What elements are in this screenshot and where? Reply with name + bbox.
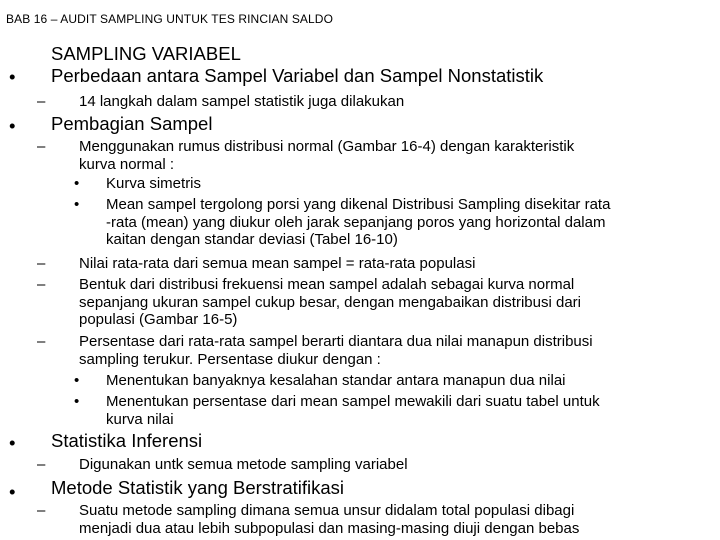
text-line: Suatu metode sampling dimana semua unsur didalam total populasi dibagi: [79, 502, 575, 519]
title-line: SAMPLING VARIABEL: [51, 43, 241, 64]
sub-item: [79, 276, 581, 329]
text-line: Persentase dari rata-rata sampel berarti diantara dua nilai manapun distribusi: [79, 333, 593, 350]
text-line: menjadi dua atau lebih subpopulasi dan masing-masing diuji dengan bebas: [79, 519, 580, 537]
section-title-statistika-inferensi: Statistika Inferensi: [51, 430, 203, 451]
text-line: populasi (Gambar 16-5): [79, 311, 238, 328]
title-line: Perbedaan antara Sampel Variabel dan Sampel Nonstatistik: [51, 65, 544, 86]
dash-bullet: –: [37, 502, 46, 519]
sub-sub-item: Menentukan banyaknya kesalahan standar antara manapun dua nilai: [106, 372, 566, 389]
dot-bullet: •: [74, 393, 80, 410]
dot-bullet: •: [74, 196, 80, 213]
text-line: kurva nilai: [106, 410, 174, 428]
text-line: Bentuk dari distribusi frekuensi mean sampel adalah sebagai kurva normal: [79, 276, 575, 293]
dot-bullet: •: [74, 372, 80, 389]
dot-bullet: •: [74, 175, 80, 192]
dash-bullet: –: [37, 93, 46, 110]
text-line: kurva normal :: [79, 155, 175, 173]
sub-item: Nilai rata-rata dari semua mean sampel = rata-rata populasi: [79, 255, 476, 272]
section-title-pembagian-sampel: Pembagian Sampel: [51, 113, 213, 134]
sub-sub-item: [106, 393, 600, 428]
text-line: Menggunakan rumus distribusi normal (Gambar 16-4) dengan karakteristik: [79, 138, 575, 155]
bullet: •: [9, 66, 16, 87]
sub-item: [79, 138, 574, 173]
sub-item: [79, 333, 593, 368]
sub-item: Digunakan untk semua metode sampling variabel: [79, 456, 408, 473]
dash-bullet: –: [37, 456, 46, 473]
bullet: •: [9, 115, 16, 136]
dash-bullet: –: [37, 138, 46, 155]
sub-sub-item: [106, 196, 610, 249]
bullet: •: [9, 481, 16, 502]
text-line: Mean sampel tergolong porsi yang dikenal Distribusi Sampling disekitar rata: [106, 196, 611, 213]
chapter-header: BAB 16 – AUDIT SAMPLING UNTUK TES RINCIAN SALDO: [6, 12, 334, 26]
dash-bullet: –: [37, 333, 46, 350]
sub-sub-item: Kurva simetris: [106, 175, 202, 192]
dash-bullet: –: [37, 255, 46, 272]
section-title-sampling-variabel: [51, 43, 543, 87]
text-line: sampling terukur. Persentase diukur dengan :: [79, 350, 381, 368]
sub-item: 14 langkah dalam sampel statistik juga dilakukan: [79, 93, 405, 110]
section-title-metode-statistik: Metode Statistik yang Berstratifikasi: [51, 477, 345, 498]
text-line: kaitan dengan standar deviasi (Tabel 16-10): [106, 231, 398, 248]
text-line: Menentukan persentase dari mean sampel mewakili dari suatu tabel untuk: [106, 393, 600, 410]
dash-bullet: –: [37, 276, 46, 293]
text-line: -rata (mean) yang diukur oleh jarak sepanjang poros yang horizontal dalam: [106, 213, 606, 231]
sub-item: [79, 502, 579, 537]
bullet: •: [9, 432, 16, 453]
text-line: sepanjang ukuran sampel cukup besar, dengan mengabaikan distribusi dari: [79, 293, 581, 311]
